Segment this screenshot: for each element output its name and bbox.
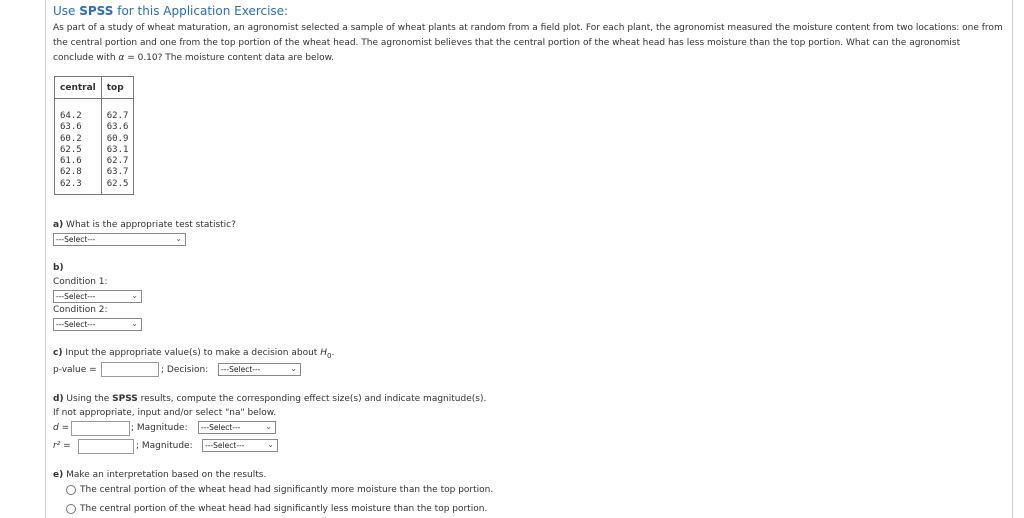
table-cell: 62.7 xyxy=(106,111,129,121)
select-value: ---Select--- xyxy=(205,441,245,450)
part-c-question xyxy=(53,348,334,360)
d-label: d = xyxy=(53,423,70,433)
test-statistic-select[interactable] xyxy=(53,233,186,246)
d-magnitude-select[interactable] xyxy=(198,421,276,434)
interpretation-option-2: The central portion of the wheat head had significantly less moisture than the top portion. xyxy=(80,504,488,514)
interpretation-radio-2[interactable] xyxy=(66,504,76,514)
chevron-down-icon: ⌄ xyxy=(267,440,274,449)
alpha-symbol: α xyxy=(118,53,125,63)
part-e-label: e) xyxy=(53,470,64,480)
part-d-note: If not appropriate, input and/or select "na" below. xyxy=(53,408,277,418)
heading-spss: SPSS xyxy=(79,4,114,18)
part-d-label: d) xyxy=(53,394,64,404)
exercise-heading xyxy=(53,4,288,18)
r2-magnitude-select[interactable] xyxy=(202,439,278,452)
col-header-top: top xyxy=(101,77,134,99)
part-e-question xyxy=(53,470,266,480)
heading-suffix: for this Application Exercise: xyxy=(113,4,289,18)
select-value: ---Select--- xyxy=(56,320,96,329)
table-cell: 60.2 xyxy=(60,133,82,144)
h-symbol: H xyxy=(320,348,327,358)
select-value: ---Select--- xyxy=(221,365,261,374)
part-d-text-1: Using the xyxy=(63,394,113,404)
decision-select[interactable] xyxy=(218,363,301,376)
table-cell: 61.6 xyxy=(60,156,82,167)
table-cell: 63.6 xyxy=(60,122,82,133)
condition-2-label: Condition 2: xyxy=(53,305,108,315)
h-subscript: 0 xyxy=(326,351,332,360)
r2-magnitude-label: ; Magnitude: xyxy=(136,441,193,451)
intro-text-1: As part of a study of wheat maturation, an agronomist selected a sample of wheat plants at random from a field plot. For each plant, the agronomist measured the moisture content from two locations: one from the central portion and one from the top portion of the wheat head. The agronomist believes that the central portion of the wheat head has less moisture than the top portion. What can the agronomist conclude with xyxy=(53,23,1003,63)
condition-2-select[interactable] xyxy=(53,318,142,331)
chevron-down-icon: ⌄ xyxy=(290,364,297,373)
chevron-down-icon: ⌄ xyxy=(175,234,182,243)
cohens-d-input[interactable] xyxy=(71,421,130,436)
part-c-label: c) xyxy=(53,348,63,358)
select-value: ---Select--- xyxy=(201,423,241,432)
part-b-label-text: b) xyxy=(53,263,64,273)
chevron-down-icon: ⌄ xyxy=(131,319,138,328)
table-cell: 62.7 xyxy=(106,156,129,167)
intro-text-2: = 0.10? The moisture content data are below. xyxy=(124,53,334,63)
p-value-label: p-value = xyxy=(53,365,97,375)
table-cell: 63.7 xyxy=(106,167,129,178)
problem-statement xyxy=(53,21,1003,66)
table-cell: 64.2 xyxy=(60,111,82,121)
heading-prefix: Use xyxy=(53,4,80,18)
table-cell: 62.5 xyxy=(60,144,82,155)
select-value: ---Select--- xyxy=(56,292,96,301)
interpretation-option-1: The central portion of the wheat head had significantly more moisture than the top portion. xyxy=(80,485,494,495)
part-e-text: Make an interpretation based on the results. xyxy=(63,470,267,480)
moisture-data-table xyxy=(54,76,134,195)
part-a-text: What is the appropriate test statistic? xyxy=(63,220,236,230)
chevron-down-icon: ⌄ xyxy=(131,291,138,300)
central-column xyxy=(55,99,102,195)
top-column xyxy=(101,99,134,195)
table-cell: 60.9 xyxy=(106,133,129,144)
part-a-question xyxy=(53,220,236,230)
r-squared-label: r² = xyxy=(53,441,71,451)
select-value: ---Select--- xyxy=(56,235,96,244)
table-cell: 63.6 xyxy=(106,122,129,133)
r-squared-input[interactable] xyxy=(78,439,134,454)
part-b-label xyxy=(53,263,64,273)
condition-1-select[interactable] xyxy=(53,290,142,303)
chevron-down-icon: ⌄ xyxy=(265,422,272,431)
interpretation-radio-1[interactable] xyxy=(66,485,76,495)
p-value-input[interactable] xyxy=(101,362,159,377)
table-cell: 62.8 xyxy=(60,167,82,178)
table-cell: 62.3 xyxy=(60,178,82,189)
part-c-text: Input the appropriate value(s) to make a decision about xyxy=(62,348,321,358)
condition-1-label: Condition 1: xyxy=(53,277,108,287)
part-c-period: . xyxy=(331,348,335,358)
decision-label: ; Decision: xyxy=(161,365,209,375)
part-d-question xyxy=(53,394,486,404)
table-cell: 62.5 xyxy=(106,178,129,189)
col-header-central: central xyxy=(55,77,102,99)
d-magnitude-label: ; Magnitude: xyxy=(131,423,188,433)
table-cell: 63.1 xyxy=(106,144,129,155)
part-a-label: a) xyxy=(53,220,64,230)
part-d-text-2: results, compute the corresponding effect size(s) and indicate magnitude(s). xyxy=(137,394,487,404)
part-d-spss: SPSS xyxy=(112,394,138,404)
